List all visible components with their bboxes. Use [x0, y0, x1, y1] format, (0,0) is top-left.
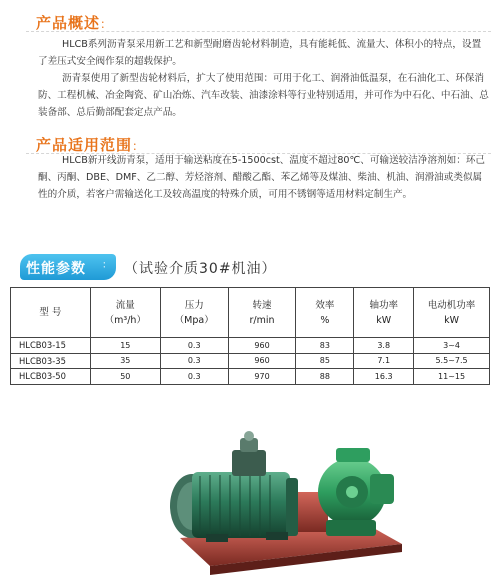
cell-speed: 960	[228, 353, 296, 369]
header-flow: 流量 （m³/h）	[90, 288, 160, 338]
cell-motor-power: 11~15	[414, 369, 490, 385]
cell-motor-power: 3~4	[414, 338, 490, 354]
overview-paragraph-1: HLCB系列沥青泵采用新工艺和新型耐磨齿轮材料制造，具有能耗低、流量大、体积小的特点，设置了差压式安全阀作泵的超载保护。	[38, 39, 482, 67]
cell-pressure: 0.3	[160, 338, 228, 354]
table-row	[11, 369, 490, 385]
cell-model: HLCB03-35	[11, 353, 91, 369]
cell-pressure: 0.3	[160, 353, 228, 369]
header-model: 型 号	[11, 288, 91, 338]
overview-paragraph-2: 沥青泵使用了新型齿轮材料后，扩大了使用范围：可用于化工、润滑油低温泵，在石油化工、环保消防、工程机械、冶金陶瓷、矿山冶炼、汽车改装、油漆涂料等行业特别适用，并可作为中石化、中石油、总装备部、总后勤部配套定点产品。	[38, 73, 489, 118]
cell-efficiency: 88	[296, 369, 354, 385]
cell-pressure: 0.3	[160, 369, 228, 385]
header-efficiency: 效率 %	[296, 288, 354, 338]
cell-model: HLCB03-50	[11, 369, 91, 385]
table-row	[11, 353, 490, 369]
application-paragraph: HLCB新开线沥青泵，适用于输送粘度在5-1500cst、温度不超过80℃、可输送较洁净溶剂如：环己酮、丙酮、DBE、DMF、乙二醇、芳烃溶剂、醋酸乙酯、苯乙烯等及煤油、柴油、机油、润滑油或类似属性的介质，若客户需输送化工及较高温度的特殊介质，可用不锈钢等适用材料定制生产。	[38, 155, 486, 200]
spec-table-header-row	[11, 288, 490, 338]
overview-title: 产品概述：	[36, 14, 114, 32]
header-speed: 转速 r/min	[228, 288, 296, 338]
cell-flow: 50	[90, 369, 160, 385]
performance-banner	[10, 252, 490, 282]
spec-table	[10, 287, 490, 385]
overview-divider	[26, 31, 491, 32]
motor-body	[192, 472, 290, 538]
cell-flow: 35	[90, 353, 160, 369]
application-title: 产品适用范围：	[36, 136, 146, 154]
performance-title-colon: ：	[102, 260, 112, 271]
cell-shaft-power: 16.3	[354, 369, 414, 385]
header-shaft-power: 轴功率 kW	[354, 288, 414, 338]
cell-shaft-power: 7.1	[354, 353, 414, 369]
performance-subtitle: （试验介质30#机油）	[124, 261, 277, 277]
cell-efficiency: 85	[296, 353, 354, 369]
cell-shaft-power: 3.8	[354, 338, 414, 354]
cell-speed: 960	[228, 338, 296, 354]
cell-efficiency: 83	[296, 338, 354, 354]
pump-illustration	[140, 420, 420, 579]
performance-title: 性能参数	[26, 261, 86, 277]
cell-model: HLCB03-15	[11, 338, 91, 354]
cell-motor-power: 5.5~7.5	[414, 353, 490, 369]
header-motor-power: 电动机功率 kW	[414, 288, 490, 338]
cell-flow: 15	[90, 338, 160, 354]
table-row	[11, 338, 490, 354]
cell-speed: 970	[228, 369, 296, 385]
pump-image	[140, 420, 420, 579]
header-pressure: 压力 （Mpa）	[160, 288, 228, 338]
